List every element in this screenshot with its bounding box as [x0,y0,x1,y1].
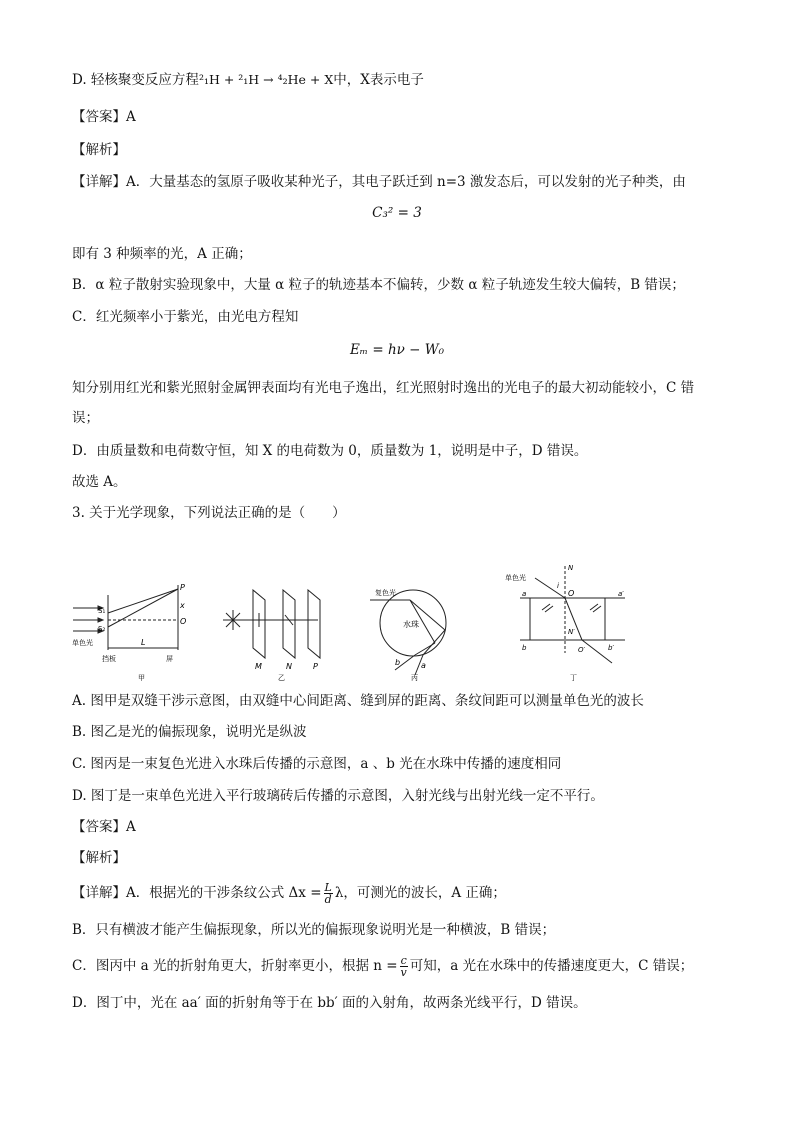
label-S1: S₁ [98,607,106,615]
text-line-2: B．α 粒子散射实验现象中，大量 α 粒子的轨迹基本不偏转，少数 α 粒子轨迹发生较大偏转，B 错误； [72,277,685,293]
caption-ding: 丁 [570,674,577,682]
label-light-ding: 单色光 [505,574,526,582]
label-S2: S₂ [98,625,106,633]
analysis-label-2: 【解析】 [72,850,126,866]
label-b: b [395,658,401,667]
label-drop: 水珠 [403,620,419,629]
label-a-ding: a [522,590,527,598]
label-O-prime: O′ [578,646,586,654]
prev-option-d-text: D. 轻核聚变反应方程 [72,72,199,88]
figure-bing [365,575,475,689]
equation-1: C₃² = 3 [372,205,422,221]
label-O-ding: O [568,589,575,598]
label-baffle: 挡板 [102,655,116,663]
label-M: M [255,662,262,671]
figure-yi [218,575,333,689]
prev-option-d-tail: 中，X表示电子 [333,72,424,88]
figure-jia [68,575,198,689]
text-line-5: 误； [72,410,99,426]
label-screen: 屏 [166,655,173,663]
frac-num: L [324,881,332,894]
text-line-6: D．由质量数和电荷数守恒，知 X 的电荷数为 0，质量数为 1，说明是中子，D 错误。 [72,443,588,459]
analysis-label-1: 【解析】 [72,142,126,158]
detail-1: 【详解】A．大量基态的氢原子吸收某种光子，其电子跃迁到 n=3 激发态后，可以发射的光子种类，由 [72,174,686,190]
label-x: x [180,601,185,610]
caption-yi: 乙 [278,674,285,682]
nuclear-equation: ²₁H + ²₁H → ⁴₂He + X [198,72,334,87]
option-c: C. 图丙是一束复色光进入水珠后传播的示意图，a 、b 光在水珠中传播的速度相同 [72,756,562,772]
label-b-ding: b [522,644,527,652]
option-d: D. 图丁是一束单色光进入平行玻璃砖后传播的示意图，入射光线与出射光线一定不平行。 [72,788,604,804]
prev-option-d [72,70,424,90]
caption-jia: 甲 [138,674,145,682]
label-a-prime: a′ [618,590,624,598]
label-N: N [286,662,292,671]
label-light: 单色光 [72,639,93,647]
detail-2 [72,882,506,905]
label-L: L [141,638,146,647]
answer-label-2: 【答案】A [72,819,136,835]
label-O: O [180,617,187,626]
text-line-4: 知分别用红光和紫光照射金属钾表面均有光电子逸出，红光照射时逸出的光电子的最大初动能较小，C 错 [72,380,695,396]
frac-den: d [324,893,332,906]
question-3: 3. 关于光学现象，下列说法正确的是（ ） [72,505,346,521]
text-line-m3 [72,955,693,978]
frac2-num: c [400,954,407,967]
text-line-1: 即有 3 种频率的光，A 正确； [72,246,252,262]
caption-bing: 丙 [411,674,418,682]
text-line-7: 故选 A。 [72,474,127,490]
fraction-c-v [400,955,408,978]
text-line-m4: D．图丁中，光在 aa′ 面的折射角等于在 bb′ 面的入射角，故两条光线平行，D 错误。 [72,995,587,1011]
option-b: B. 图乙是光的偏振现象，说明光是纵波 [72,724,307,740]
label-light-bing: 复色光 [375,589,396,597]
frac2-den: v [400,966,407,979]
equation-2: Eₘ = hν − W₀ [349,342,445,358]
label-b-prime: b′ [608,644,615,652]
fraction-L-d [324,882,333,905]
label-P2: P [313,662,318,671]
label-N-top: N [568,564,574,572]
label-P: P [180,583,185,592]
label-a: a [421,661,426,670]
m3-head: C．图丙中 a 光的折射角更大，折射率更小，根据 n = [72,958,398,974]
text-line-3: C．红光频率小于紫光，由光电方程知 [72,309,299,325]
m3-tail: 可知，a 光在水珠中的传播速度更大，C 错误； [409,958,694,974]
label-i: i [557,582,559,590]
figure-ding [500,558,640,689]
text-line-m2: B．只有横波才能产生偏振现象，所以光的偏振现象说明光是一种横波，B 错误； [72,922,556,938]
label-N-prime: N′ [568,628,575,636]
answer-label-1: 【答案】A [72,109,136,125]
detail-2-tail: λ，可测光的波长，A 正确； [334,885,506,901]
option-a: A. 图甲是双缝干涉示意图，由双缝中心间距离、缝到屏的距离、条纹间距可以测量单色光的波长 [72,693,644,709]
detail-2-head: 【详解】A．根据光的干涉条纹公式 Δx = [72,885,322,901]
